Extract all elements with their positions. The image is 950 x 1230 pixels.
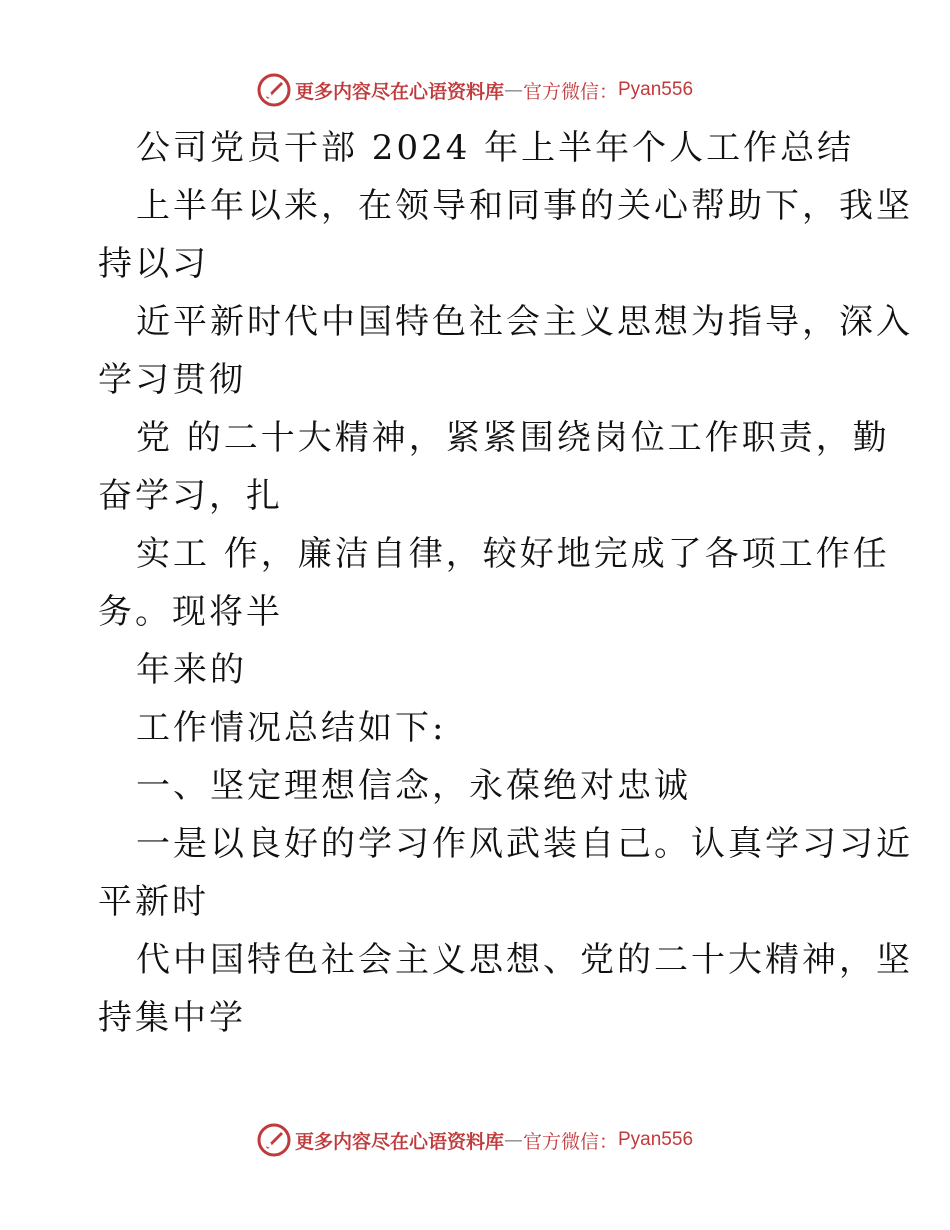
paragraph-line: 奋学习，扎 bbox=[98, 476, 283, 516]
paragraph-line: 党 的二十大精神，紧紧围绕岗位工作职责，勤 bbox=[136, 418, 890, 458]
watermark-footer bbox=[0, 1120, 950, 1160]
paragraph-line: 持以习 bbox=[98, 244, 209, 284]
watermark-dash: — bbox=[503, 1129, 523, 1151]
paragraph-line: 近平新时代中国特色社会主义思想为指导，深入 bbox=[136, 302, 913, 342]
document-title: 公司党员干部 2024 年上半年个人工作总结 bbox=[136, 128, 855, 168]
paragraph-line: 上半年以来，在领导和同事的关心帮助下，我坚 bbox=[136, 186, 913, 226]
watermark-wechat-label: 官方微信： bbox=[522, 1130, 618, 1153]
paragraph-line: 持集中学 bbox=[98, 998, 246, 1038]
paragraph-line: 务。现将半 bbox=[98, 592, 283, 632]
paragraph-line: 实工 作，廉洁自律，较好地完成了各项工作任 bbox=[136, 534, 890, 574]
watermark-dash: — bbox=[503, 79, 523, 101]
paragraph-line: 学习贯彻 bbox=[98, 360, 246, 400]
paragraph-line: 一是以良好的学习作风武装自己。认真学习习近 bbox=[136, 824, 913, 864]
watermark-wechat-label: 官方微信： bbox=[522, 80, 618, 103]
watermark-main-text: 更多内容尽在心语资料库 bbox=[294, 80, 504, 103]
paragraph-line: 代中国特色社会主义思想、党的二十大精神，坚 bbox=[136, 940, 913, 980]
quill-logo-icon bbox=[257, 1123, 291, 1157]
watermark-wechat-id: Pyan556 bbox=[618, 79, 694, 100]
paragraph-line: 平新时 bbox=[98, 882, 209, 922]
watermark-main-text: 更多内容尽在心语资料库 bbox=[294, 1130, 504, 1153]
paragraph-line: 工作情况总结如下: bbox=[136, 708, 447, 748]
watermark-wechat-id: Pyan556 bbox=[618, 1129, 694, 1150]
section-heading: 一、坚定理想信念，永葆绝对忠诚 bbox=[136, 766, 691, 806]
paragraph-line: 年来的 bbox=[136, 650, 247, 690]
